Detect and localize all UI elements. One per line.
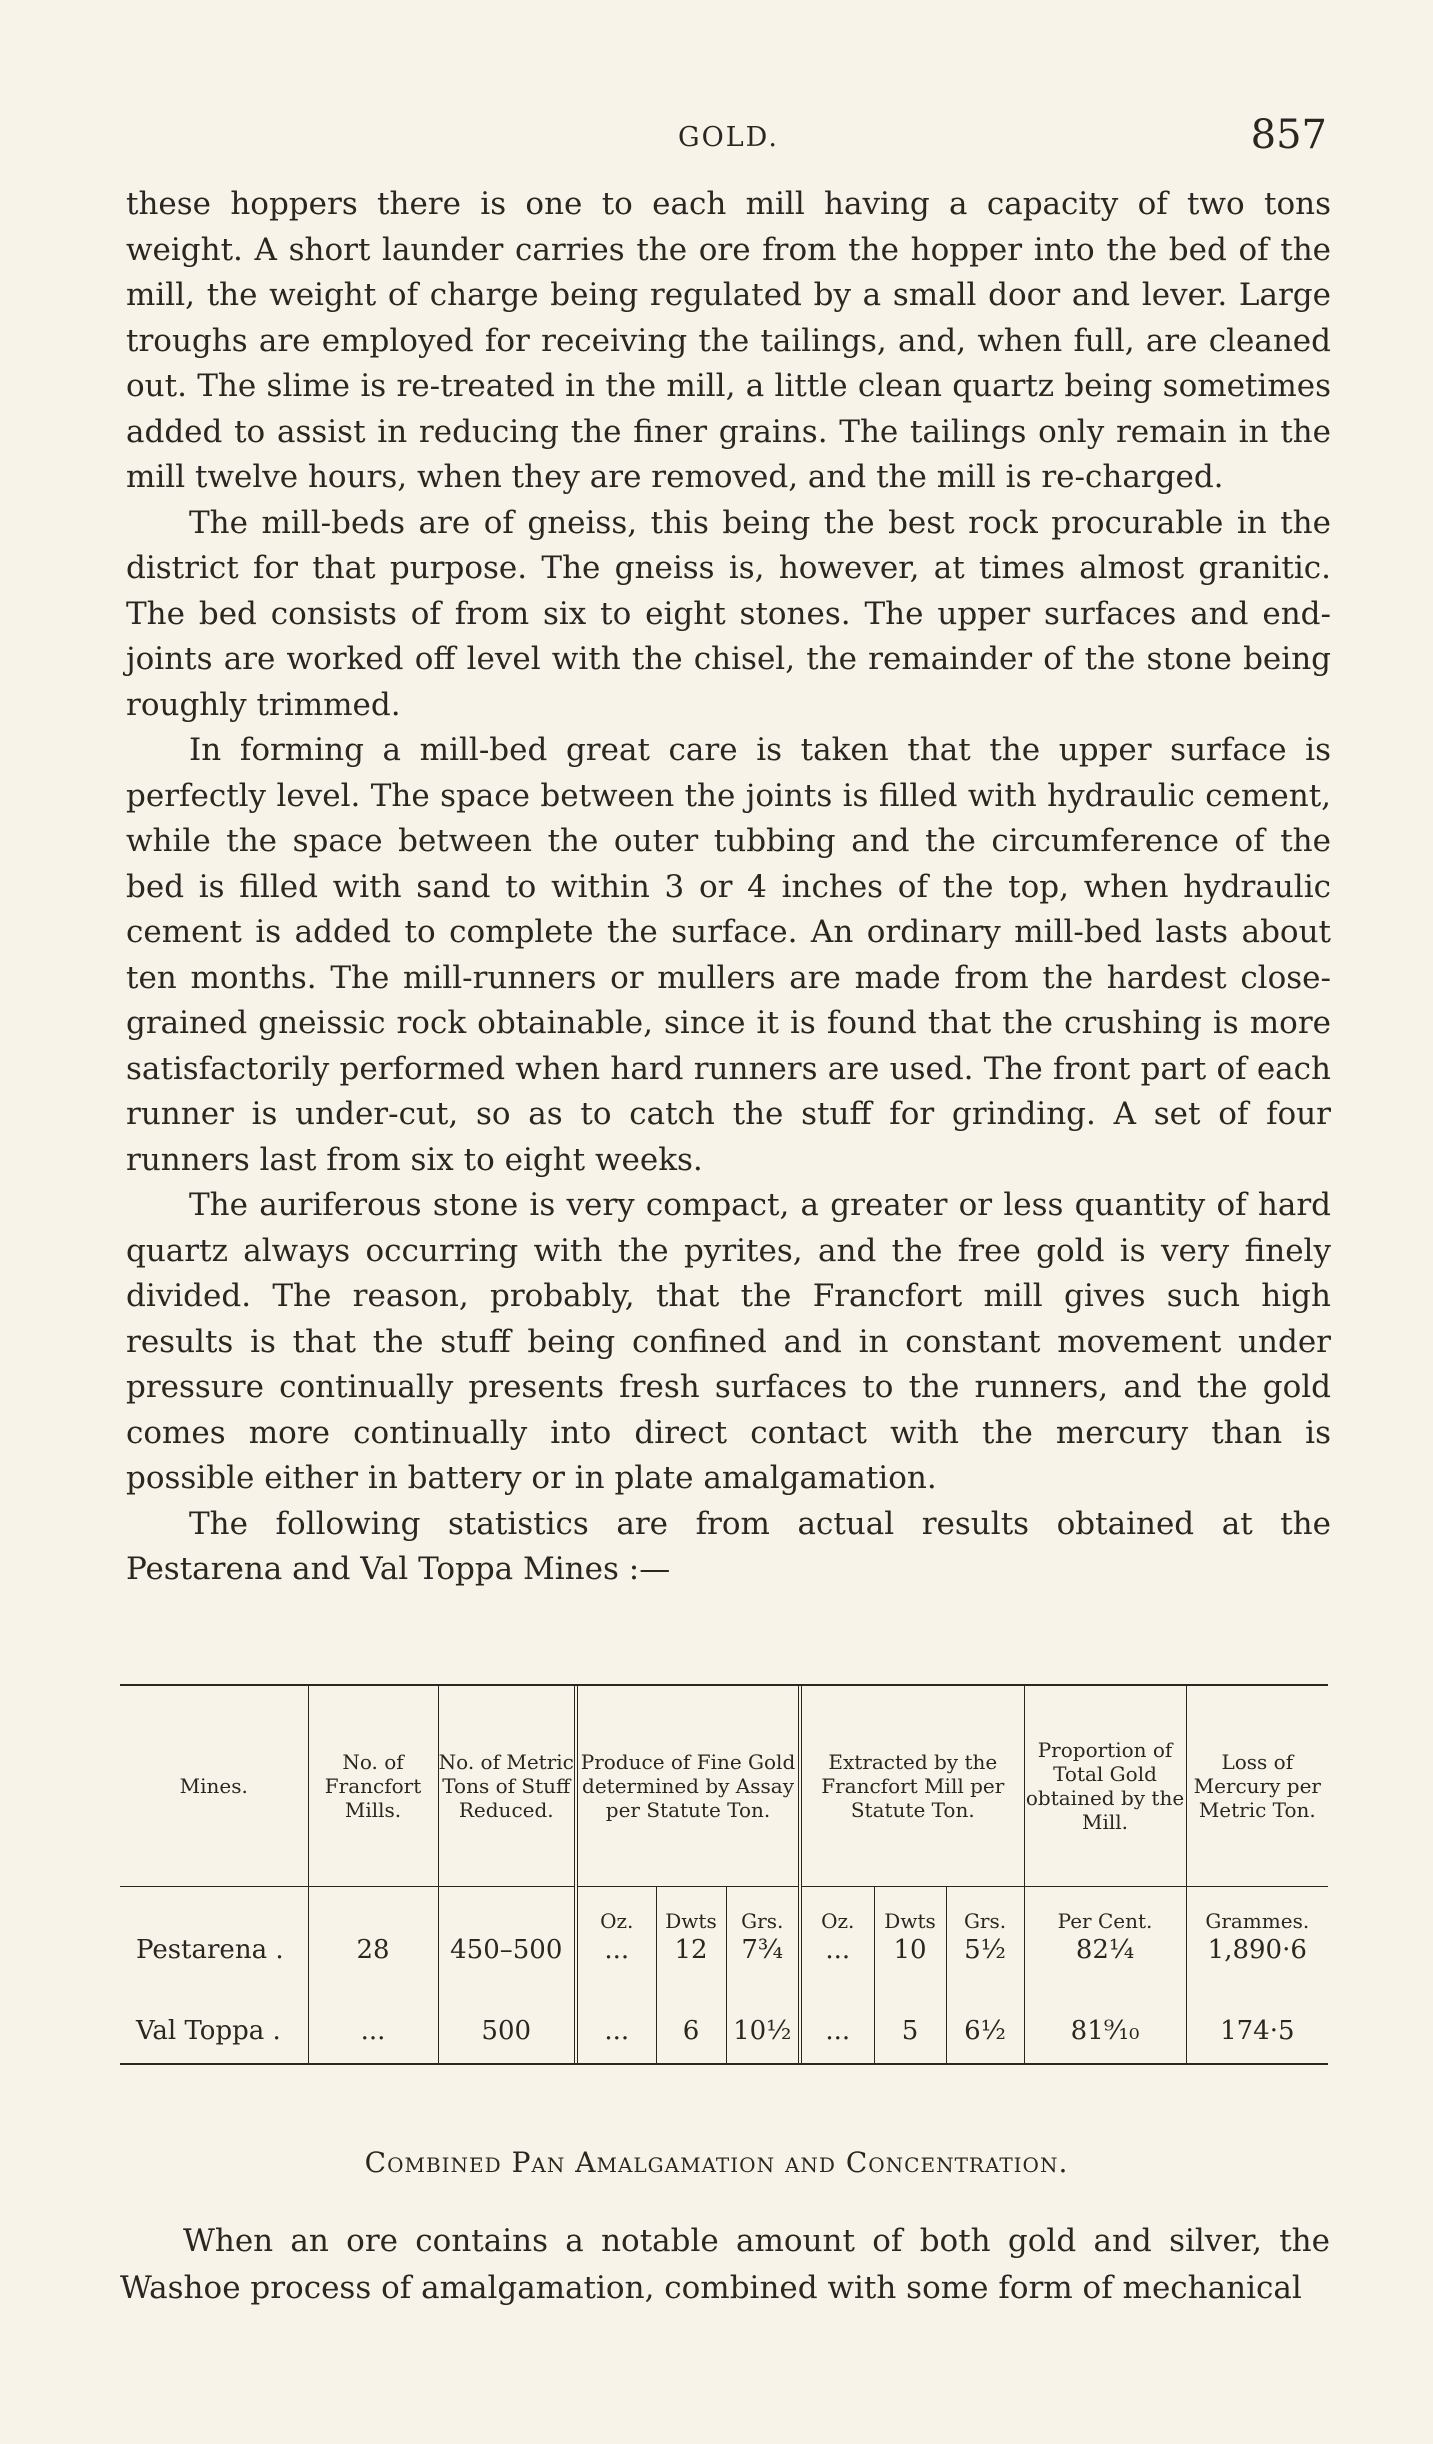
- cell-extracted-grs: 6½: [946, 1999, 1024, 2063]
- section-heading-text: Combined Pan Amalgamation and Concentration.: [364, 2146, 1069, 2179]
- cell-mine: Pestarena .: [120, 1933, 308, 1999]
- unit-grs: Grs.: [946, 1887, 1024, 1934]
- cell-produce-dwts: 12: [656, 1933, 726, 1999]
- cell-produce-oz: ...: [576, 1933, 656, 1999]
- running-title: GOLD.: [678, 122, 779, 153]
- unit-dwts: Dwts: [874, 1887, 946, 1934]
- cell-proportion: 81⁹⁄₁₀: [1024, 1999, 1186, 2063]
- unit-percent: Per Cent.: [1024, 1887, 1186, 1934]
- cell-tons: 450–500: [438, 1933, 576, 1999]
- cell-extracted-oz: ...: [800, 1999, 874, 2063]
- cell-mine: Val Toppa .: [120, 1999, 308, 2063]
- cell-extracted-dwts: 5: [874, 1999, 946, 2063]
- unit-oz: Oz.: [800, 1887, 874, 1934]
- paragraph: In forming a mill-bed great care is taken that the upper surface is perfectly level. The space between the joints is filled with hydraulic cement, while the space between the outer tubbing and the circumference of the bed is filled with sand to within 3 or 4 inches of the top, when hydraulic cement is added to complete the surface. An ordinary mill-bed lasts about ten months. The mill-runners or mullers are made from the hardest close-grained gneissic rock obtainable, since it is found that the crushing is more satisfactorily performed when hard runners are used. The front part of each runner is under-cut, so as to catch the stuff for grinding. A set of four runners last from six to eight weeks.: [126, 732, 1331, 1178]
- table-units-row: [120, 1887, 1328, 1934]
- header-loss: Loss of Mercury per Metric Ton.: [1186, 1686, 1328, 1887]
- body-text: [126, 182, 1331, 1593]
- paragraph: these hoppers there is one to each mill having a capacity of two tons weight. A short launder carries the ore from the hopper into the bed of the mill, the weight of charge being regulated by a small door and lever. Large troughs are employed for receiving the tailings, and, when full, are cleaned out. The slime is re-treated in the mill, a little clean quartz being sometimes added to assist in reducing the finer grains. The tailings only remain in the mill twelve hours, when they are removed, and the mill is re-charged.: [126, 186, 1331, 495]
- header-produce: Produce of Fine Gold determined by Assay per Statute Ton.: [576, 1686, 800, 1887]
- body-text-continued: [120, 2218, 1330, 2312]
- header-tons: No. of Metric Tons of Stuff Reduced.: [438, 1686, 576, 1887]
- paragraph: The auriferous stone is very compact, a greater or less quantity of hard quartz always occurring with the pyrites, and the free gold is very finely divided. The reason, probably, that the Francfort mill gives such high results is that the stuff being confined and in constant movement under pressure continually presents fresh surfaces to the runners, and the gold comes more continually into direct contact with the mercury than is possible either in battery or in plate amalgamation.: [126, 1187, 1331, 1496]
- cell-loss: 174·5: [1220, 2016, 1295, 2046]
- table-row: [120, 1933, 1328, 1999]
- unit-grammes: Grammes.: [1205, 1909, 1310, 1933]
- header-proportion: Proportion of Total Gold obtained by the Mill.: [1024, 1686, 1186, 1887]
- cell-produce-grs: 10½: [726, 1999, 800, 2063]
- cell-extracted-dwts: 10: [874, 1933, 946, 1999]
- unit-oz: Oz.: [576, 1887, 656, 1934]
- header-extracted: Extracted by the Francfort Mill per Statute Ton.: [800, 1686, 1024, 1887]
- cell-extracted-oz: ...: [800, 1933, 874, 1999]
- cell-produce-oz: ...: [576, 1999, 656, 2063]
- unit-dwts: Dwts: [656, 1887, 726, 1934]
- page-header: [126, 112, 1331, 162]
- header-mills: No. of Francfort Mills.: [308, 1686, 438, 1887]
- statistics-table: [120, 1684, 1328, 2065]
- cell-proportion: 82¼: [1024, 1933, 1186, 1999]
- cell-mills: 28: [308, 1933, 438, 1999]
- header-mines: Mines.: [120, 1686, 308, 1887]
- cell-produce-grs: 7¾: [726, 1933, 800, 1999]
- paragraph: The following statistics are from actual results obtained at the Pestarena and Val Toppa Mines :—: [126, 1505, 1331, 1587]
- cell-tons: 500: [438, 1999, 576, 2063]
- cell-produce-dwts: 6: [656, 1999, 726, 2063]
- unit-grs: Grs.: [726, 1887, 800, 1934]
- table-header-row: [120, 1686, 1328, 1887]
- cell-mills: ...: [308, 1999, 438, 2063]
- paragraph: When an ore contains a notable amount of both gold and silver, the Washoe process of amalgamation, combined with some form of mechanical: [120, 2223, 1330, 2306]
- cell-extracted-grs: 5½: [946, 1933, 1024, 1999]
- section-heading: [0, 2146, 1433, 2179]
- page-number: 857: [1250, 112, 1327, 158]
- table-row: [120, 1999, 1328, 2063]
- cell-loss: 1,890·6: [1207, 1935, 1307, 1965]
- paragraph: The mill-beds are of gneiss, this being the best rock procurable in the district for that purpose. The gneiss is, however, at times almost granitic. The bed consists of from six to eight stones. The upper surfaces and end-joints are worked off level with the chisel, the remainder of the stone being roughly trimmed.: [126, 504, 1331, 723]
